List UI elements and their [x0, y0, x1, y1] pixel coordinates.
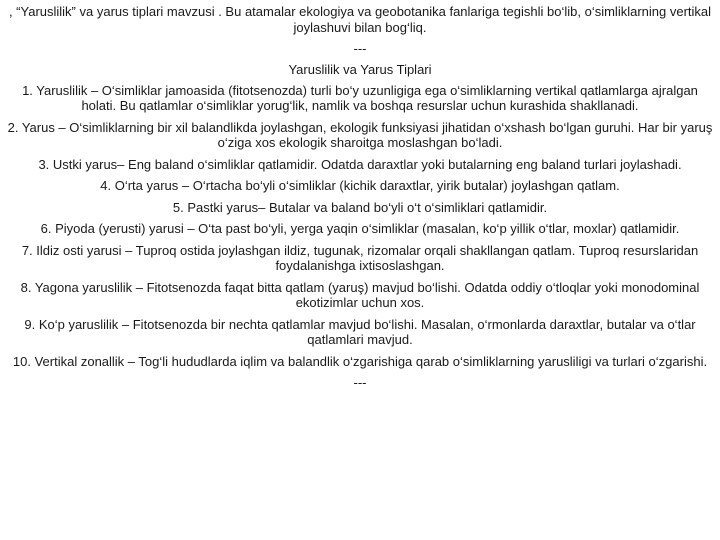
list-item-3: 3. Ustki yarus– Eng baland o‘simliklar qatlamidir. Odatda daraxtlar yoki butalarning eng baland turlari joylashadi.: [38, 156, 682, 172]
separator-bottom: ---: [353, 375, 367, 390]
list-item-10: 10. Vertikal zonallik – Tog‘li hududlarda iqlim va balandlik o‘zgarishiga qarab o‘simliklarning yarusliligi va turlari o‘zgarishi.: [12, 353, 708, 369]
list-item-7: 7. Ildiz osti yarusi – Tuproq ostida joylashgan ildiz, tugunak, rizomalar orqali shakllangan qatlam. Tuproq resurslaridan foydalanishga ixtisoslashgan.: [21, 242, 699, 273]
list-item-4: 4. O‘rta yarus – O‘rtacha bo‘yli o‘simliklar (kichik daraxtlar, yirik butalar) joylashgan qatlam.: [100, 178, 620, 193]
document-body: [0, 4, 720, 396]
list-item-8: 8. Yagona yaruslilik – Fitotsenozda faqat bitta qatlam (yaruş) mavjud bo‘lishi. Odatda oddiy o‘tloqlar yoki monodominal ekotizimlar uchun xos.: [20, 279, 700, 310]
separator-top: ---: [353, 41, 367, 56]
list-item-5: 5. Pastki yarus– Butalar va baland bo‘yli o‘t o‘simliklari qatlamidir.: [172, 199, 548, 215]
list-item-1: 1. Yaruslilik – O‘simliklar jamoasida (fitotsenozda) turli bo‘y uzunligiga ega o‘simliklarning vertikal qatlamlarga ajralgan holati. Bu qatlamlar o‘simliklar yorug‘lik, namlik va boshqa resurslar uchun kurashida shakllanadi.: [22, 82, 698, 113]
list-item-9: 9. Ko‘p yaruslilik – Fitotsenozda bir nechta qatlamlar mavjud bo‘lishi. Masalan, o‘rmonlarda daraxtlar, butalar va o‘tlar qatlamlari mavjud.: [24, 316, 696, 347]
section-heading: Yaruslilik va Yarus Tiplari: [288, 62, 432, 77]
list-item-2: 2. Yarus – O‘simliklarning bir xil balandlikda joylashgan, ekologik funksiyasi jihatidan o‘xshash bo‘lgan guruhi. Har bir yaruş o‘ziga xos ekologik sharoitga moslashgan bo‘ladi.: [7, 119, 713, 150]
list-item-6: 6. Piyoda (yerusti) yarusi – O‘ta past bo‘yli, yerga yaqin o‘simliklar (masalan, ko‘p yillik o‘tlar, moxlar) qatlamidir.: [40, 221, 680, 236]
intro-paragraph: , “Yaruslilik” va yarus tiplari mavzusi . Bu atamalar ekologiya va geobotanika fanlariga tegishli bo‘lib, o‘simliklarning vertikal joylashuvi bilan bog‘liq.: [8, 4, 712, 35]
